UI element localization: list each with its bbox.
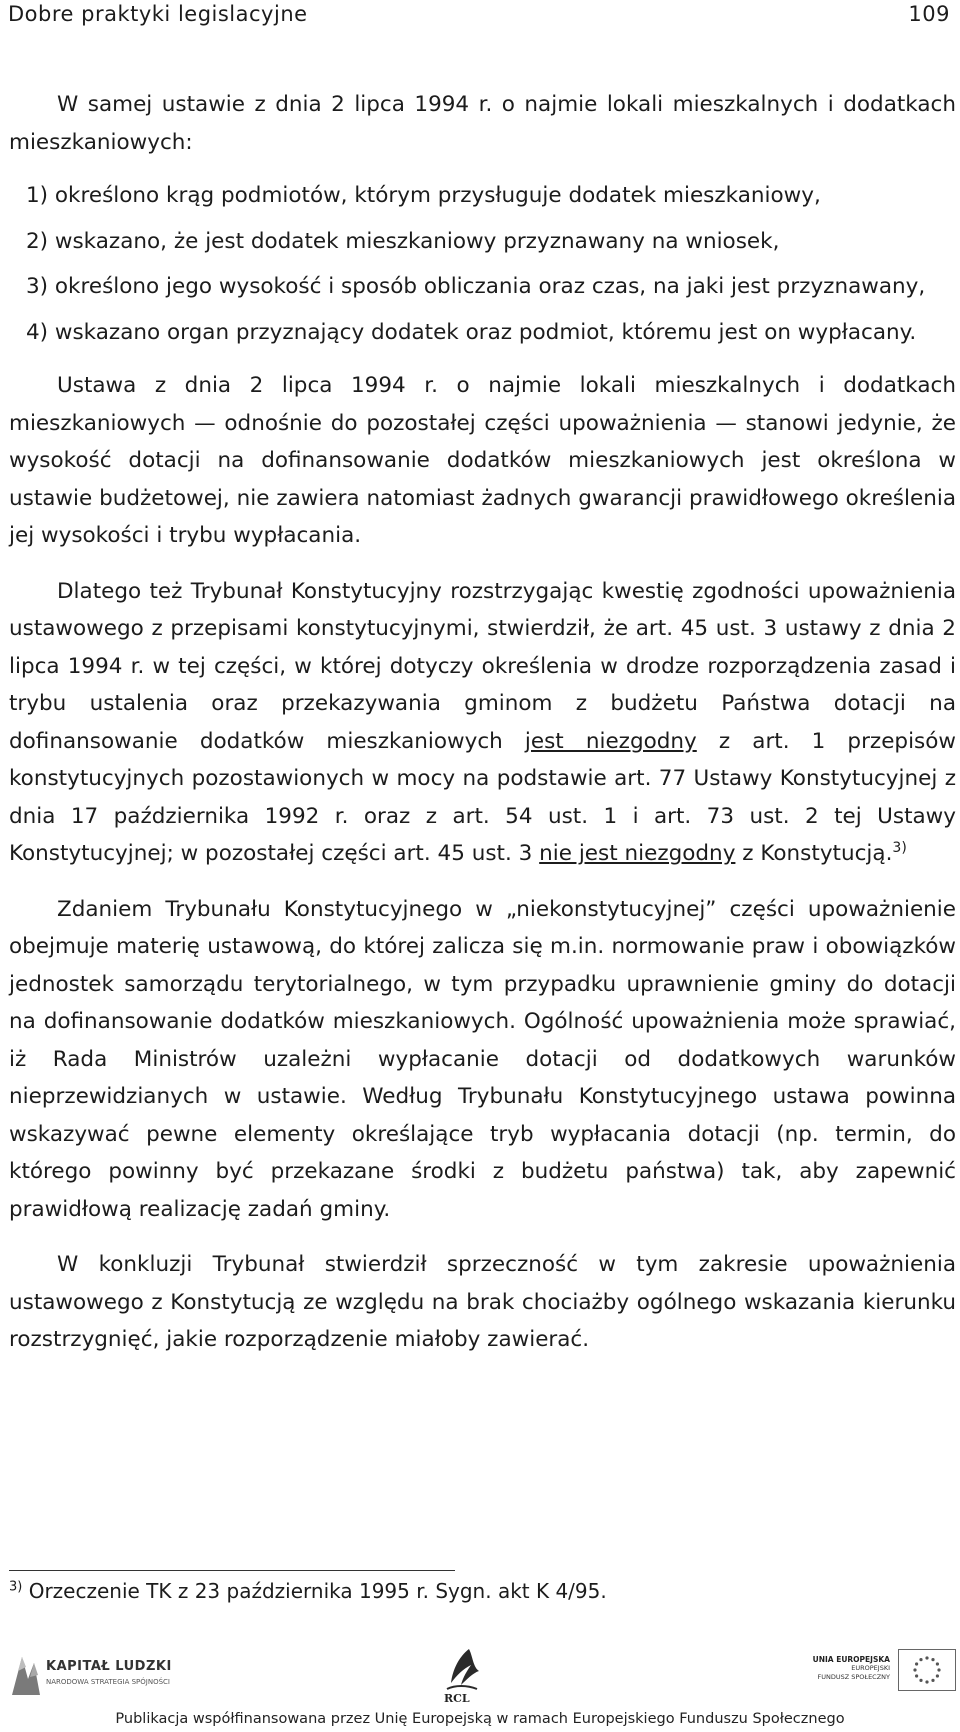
- rcl-logo-text: RCL: [444, 1692, 470, 1705]
- page-number: 109: [908, 2, 950, 26]
- eu-flag-icon: [898, 1649, 956, 1691]
- footnote-separator: [9, 1570, 455, 1571]
- list-item: 3) określono jego wysokość i sposób obliczania oraz czas, na jaki jest przyznawany,: [26, 274, 926, 299]
- page-footer: [0, 1645, 960, 1732]
- numbered-list: [9, 177, 956, 351]
- publication-note: Publikacja współfinansowana przez Unię Europejską w ramach Europejskiego Funduszu Społecznego: [115, 1711, 845, 1727]
- intro-paragraph: W samej ustawie z dnia 2 lipca 1994 r. o najmie lokali mieszkalnych i dodatkach mieszkaniowych:: [9, 92, 956, 155]
- paragraph: Ustawa z dnia 2 lipca 1994 r. o najmie lokali mieszkalnych i dodatkach mieszkaniowych — odnośnie do pozostałej części upoważnienia — stanowi jedynie, że wysokość dotacji na dofinansowanie dodatków mieszkaniowych jest określona w ustawie budżetowej, nie zawiera natomiast żadnych gwarancji prawidłowego określenia jej wysokości i trybu wypłacania.: [9, 373, 956, 548]
- list-item: 1) określono krąg podmiotów, którym przysługuje dodatek mieszkaniowy,: [26, 183, 821, 208]
- running-header: [8, 2, 950, 34]
- underlined-phrase: jest niezgodny: [524, 728, 697, 754]
- kapital-ludzki-emblem-icon: [8, 1649, 44, 1699]
- paragraph: Zdaniem Trybunału Konstytucyjnego w „niekonstytucyjnej” części upoważnienie obejmuje materię ustawową, do której zalicza się m.in. normowanie praw i obowiązków jednostek samorządu terytorialnego, w tym przypadku uprawnienie gminy do dotacji na dofinansowanie dodatków mieszkaniowych. Ogólność upoważnienia może sprawiać, iż Rada Ministrów uzależni wypłacanie dotacji od dodatkowych warunków nieprzewidzianych w ustawie. Według Trybunału Konstytucyjnego ustawa powinna wskazywać pewne elementy określające tryb wypłacania dotacji (np. termin, do którego powinny być przekazane środki z budżetu państwa) tak, aby zapewnić prawidłową realizację zadań gminy.: [9, 896, 956, 1222]
- paragraph-tribunal-ruling: Dlatego też Trybunał Konstytucyjny rozstrzygając kwestię zgodności upoważnienia ustawowego z przepisami konstytucyjnymi, stwierdził, że art. 45 ust. 3 ustawy z dnia 2 lipca 1994 r. w tej części, w której dotyczy określenia w drodze rozporządzenia zasad i trybu ustalenia oraz przekazywania gminom z budżetu Państwa dotacji na dofinansowanie dodatków mieszkaniowych jest niezgodny z art. 1 przepisów konstytucyjnych pozostawionych w mocy na podstawie art. 77 Ustawy Konstytucyjnej z dnia 17 października 1992 r. oraz z art. 54 ust. 1 i art. 73 ust. 2 tej Ustawy Konstytucyjnej; w pozostałej części art. 45 ust. 3 nie jest niezgodny z Konstytucją.$^{3)}$: [9, 578, 956, 866]
- running-title: Dobre praktyki legislacyjne: [8, 2, 308, 26]
- paragraph-conclusion: W konkluzji Trybunał stwierdził sprzeczność w tym zakresie upoważnienia ustawowego z Konstytucją ze względu na brak chociażby ogólnego wskazania kierunku rozstrzygnięć, jakie rozporządzenie miałoby zawierać.: [9, 1252, 956, 1352]
- footnote: [9, 1579, 607, 1603]
- list-item: 2) wskazano, że jest dodatek mieszkaniowy przyznawany na wniosek,: [26, 228, 780, 254]
- logo-line: NARODOWA STRATEGIA SPÓJNOŚCI: [46, 1678, 170, 1686]
- list-item: 4) wskazano organ przyznający dodatek oraz podmiot, któremu jest on wypłacany.: [26, 319, 917, 345]
- footnote-text: Orzeczenie TK z 23 października 1995 r. Sygn. akt K 4/95.: [22, 1579, 607, 1603]
- footnote-reference: 3): [892, 839, 907, 856]
- body-text: [9, 86, 956, 1359]
- eu-logo-text: UNIA EUROPEJSKA EUROPEJSKI FUNDUSZ SPOŁECZNY: [812, 1655, 890, 1681]
- underlined-phrase: nie jest niezgodny: [539, 841, 736, 866]
- footnote-marker: 3): [9, 1579, 23, 1595]
- kapital-ludzki-logo: [8, 1649, 208, 1703]
- logo-line: KAPITAŁ LUDZKI: [46, 1659, 172, 1674]
